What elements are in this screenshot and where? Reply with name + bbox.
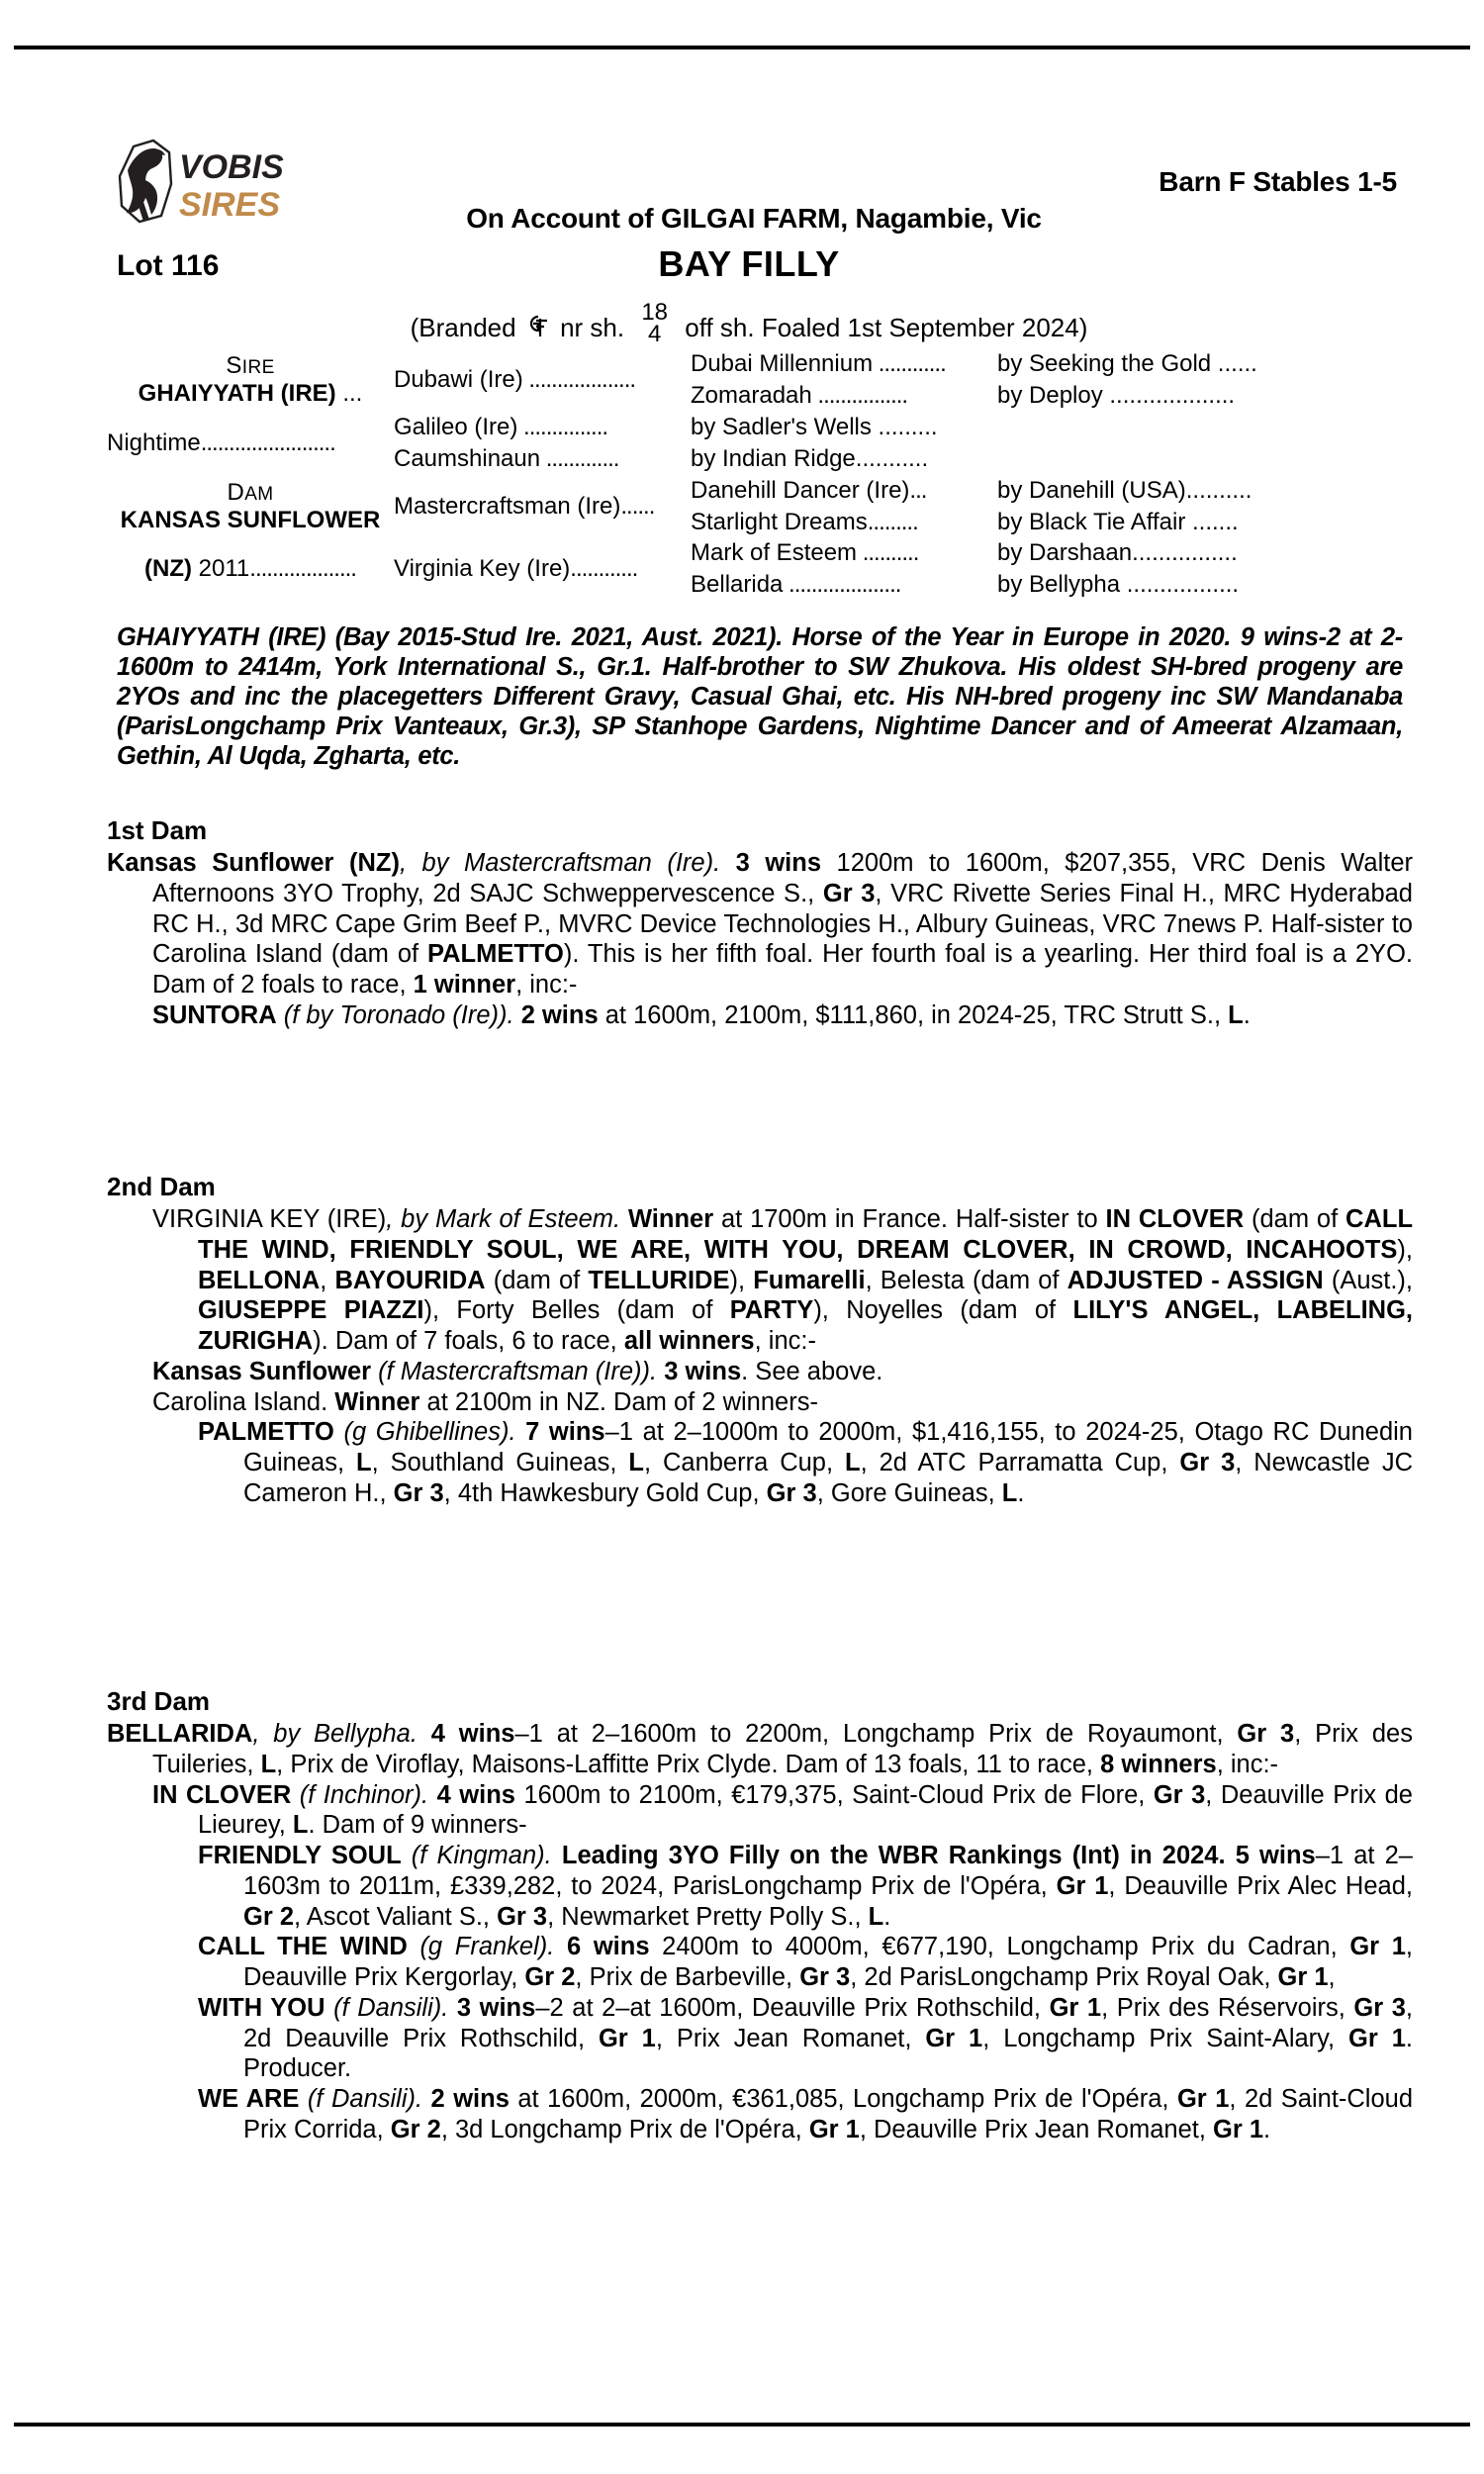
- ggs-name: by Seeking the Gold ......: [997, 350, 1257, 377]
- ggs-cell: [997, 507, 1393, 538]
- third-dam-block: [107, 1686, 1413, 2144]
- gf-brand-icon: [525, 313, 551, 342]
- child-text-d: , 2d ParisLongchamp Prix Royal Oak,: [850, 1963, 1278, 1992]
- child-gr5: Gr 1: [1348, 2024, 1406, 2052]
- progeny-parent: (f Inchinor).: [291, 1780, 437, 1809]
- progeny-winner: Winner: [334, 1387, 420, 1416]
- child-gr3: Gr 3: [799, 1963, 851, 1992]
- second-dam-adjusted: ADJUSTED - ASSIGN: [1067, 1266, 1324, 1294]
- pedigree-row: [107, 348, 1393, 380]
- second-dam-lilysangel: LILY'S ANGEL, LABELING, ZURIGHA: [198, 1296, 1413, 1356]
- child-gr4: Gr 1: [1277, 1963, 1329, 1992]
- child-name: WITH YOU: [198, 1993, 325, 2022]
- branded-prefix: (Branded: [410, 313, 516, 343]
- grandprogeny-name: PALMETTO: [198, 1418, 334, 1447]
- child-text-f: . Producer.: [243, 2024, 1413, 2083]
- progeny-text-c: . Dam of 9 winners-: [308, 1811, 527, 1840]
- gg-dots: ....................: [783, 571, 901, 599]
- third-dam-text-d: , inc:-: [1216, 1751, 1279, 1779]
- child-text-e: .: [1263, 2115, 1271, 2143]
- progeny-parent: (f Mastercraftsman (Ire)).: [371, 1357, 665, 1385]
- sire-label: SIRE: [226, 351, 275, 379]
- second-dam-progeny-item: [107, 1387, 1413, 1418]
- child-text-b: , 2d Saint-Cloud Prix Corrida,: [243, 2084, 1414, 2143]
- second-dam-sire: , by Mark of Esteem.: [386, 1205, 628, 1234]
- dam-name: KANSAS SUNFLOWER: [120, 506, 381, 533]
- gg-cell: [691, 569, 997, 601]
- second-dam-giuseppe: GIUSEPPE PIAZZI: [198, 1296, 424, 1325]
- second-dam-name: VIRGINIA KEY (IRE): [152, 1205, 387, 1234]
- gg-name: Galileo (Ire): [394, 413, 518, 440]
- second-dam-inclover: IN CLOVER: [1105, 1205, 1245, 1234]
- ggs-name: by Black Tie Affair .......: [997, 508, 1239, 535]
- first-dam-palmetto: PALMETTO: [426, 940, 564, 969]
- child-text-e: ,: [1328, 1963, 1336, 1992]
- sire-name-dots: ...: [335, 379, 363, 407]
- pedigree-row: [107, 475, 1393, 507]
- top-rule: [14, 46, 1470, 49]
- dam-sire-cell: [394, 475, 691, 538]
- sire-name: GHAIYYATH (IRE): [138, 379, 336, 407]
- third-dam-text-b: , Prix des Tuileries,: [152, 1720, 1413, 1779]
- barn-location: Barn F Stables 1-5: [1159, 166, 1397, 197]
- third-dam-text-a: –1 at 2–1600m to 2200m, Longchamp Prix de Royaumont,: [514, 1720, 1238, 1749]
- sire-name-wrap: [107, 380, 394, 408]
- second-dam-text-j: ), Noyelles (dam of: [813, 1296, 1073, 1325]
- second-dam-progeny-item: [107, 1357, 1413, 1387]
- gg-name: Bellarida: [691, 571, 784, 599]
- first-dam-name: Kansas Sunflower (NZ): [107, 849, 400, 878]
- child-text-b: , Prix des Réservoirs,: [1101, 1993, 1354, 2022]
- dam-dam-dots: ............: [570, 555, 638, 583]
- third-dam-name: BELLARIDA: [107, 1720, 253, 1749]
- child-gr1: Gr 1: [1049, 1993, 1102, 2022]
- progeny-text-b: , Deauville Prix de Lieurey,: [198, 1780, 1413, 1840]
- ggs-cell: [691, 412, 997, 443]
- child-lead: Leading 3YO Filly on the WBR Rankings (Int) in 2024. 5 wins: [561, 1842, 1316, 1870]
- sire-sire-dots: ...................: [522, 365, 636, 393]
- child-parent: (f Kingman).: [401, 1842, 562, 1870]
- third-dam-child-item: [107, 2084, 1413, 2144]
- second-dam-grandprogeny-item: [107, 1417, 1413, 1508]
- ggs-name: by Danehill (USA)..........: [997, 476, 1252, 504]
- pedigree-row: [107, 412, 1393, 443]
- gg-dots: ..........: [857, 539, 919, 567]
- gg-dots: ................: [811, 381, 908, 409]
- second-dam-text-f: ),: [729, 1266, 754, 1294]
- child-gr3: Gr 1: [808, 2115, 860, 2143]
- child-gr3: Gr 1: [598, 2024, 656, 2052]
- child-gr4: Gr 1: [925, 2024, 983, 2052]
- child-text-a: –2 at 2–at 1600m, Deauville Prix Rothschild,: [535, 1993, 1050, 2022]
- third-dam-child-item: [107, 1932, 1413, 1992]
- second-dam-text-b: (dam of: [1244, 1205, 1346, 1234]
- grandprogeny-text-c: , Canberra Cup,: [643, 1449, 845, 1477]
- logo-text-vobis: VOBIS: [179, 148, 284, 186]
- ggs-name: by Deploy ...................: [997, 381, 1236, 409]
- grandprogeny-text-d: , 2d ATC Parramatta Cup,: [860, 1449, 1180, 1477]
- gg-cell: [394, 412, 691, 443]
- child-gr1: Gr 1: [1176, 2084, 1230, 2113]
- third-dam-main: [107, 1719, 1413, 1779]
- gg-name: Mark of Esteem: [691, 539, 858, 567]
- second-dam-allwinners: all winners: [623, 1327, 755, 1356]
- child-text-a: 2400m to 4000m, €677,190, Longchamp Prix du Cadran,: [649, 1933, 1350, 1961]
- progeny-text-a: at 1600m, 2100m, $111,860, in 2024-25, TRC Strutt S.,: [598, 1000, 1229, 1029]
- dam-cell: [107, 475, 394, 538]
- gg-cell: [691, 537, 997, 569]
- child-text-c: , Ascot Valiant S.,: [294, 1902, 498, 1931]
- third-dam-wins: 4 wins: [430, 1720, 515, 1749]
- ggs-cell: [997, 569, 1393, 601]
- child-gr2: Gr 3: [1353, 1993, 1406, 2022]
- grandprogeny-text-h: .: [1017, 1478, 1025, 1507]
- child-text-d: , Prix Jean Romanet,: [655, 2024, 926, 2052]
- ggs-cell: [997, 348, 1393, 380]
- child-gr2: Gr 2: [390, 2115, 441, 2143]
- first-dam-main: [107, 848, 1413, 1000]
- second-dam-text-g: , Belesta (dam of: [865, 1266, 1067, 1294]
- dam-label: DAM: [227, 478, 274, 506]
- brand-denominator: 4: [648, 321, 662, 348]
- child-text-e: .: [883, 1902, 891, 1931]
- second-dam-heading: 2nd Dam: [107, 1172, 216, 1201]
- logo-text-sires: SIRES: [179, 186, 281, 224]
- grandprogeny-l4: L: [1001, 1478, 1018, 1507]
- child-parent: (f Dansili).: [325, 1993, 457, 2022]
- brand-number-fraction: [641, 299, 669, 348]
- child-gr3: Gr 3: [497, 1902, 548, 1931]
- second-dam-text-c: ),: [1397, 1236, 1413, 1265]
- progeny-l1: L: [292, 1811, 309, 1840]
- child-text-b: , Deauville Prix Kergorlay,: [243, 1933, 1413, 1992]
- ggs-cell: [997, 475, 1393, 507]
- sire-dam-dots: ........................: [200, 428, 335, 456]
- third-dam-heading: 3rd Dam: [107, 1686, 211, 1716]
- gg-cell: [691, 380, 997, 412]
- third-dam-child-item: [107, 1993, 1413, 2084]
- progeny-text-b: .: [1243, 1000, 1251, 1029]
- progeny-wins: 4 wins: [436, 1780, 515, 1809]
- sire-cell: [107, 348, 394, 412]
- child-text-a: –1 at 2–1603m to 2011m, £339,282, to 2024, ParisLongchamp Prix de l'Opéra,: [243, 1842, 1413, 1900]
- vendor-account: On Account of GILGAI FARM, Nagambie, Vic: [466, 203, 1042, 234]
- child-wins: 3 wins: [456, 1993, 536, 2022]
- child-l1: L: [868, 1902, 884, 1931]
- progeny-text-a: 1600m to 2100m, €179,375, Saint-Cloud Prix de Flore,: [514, 1780, 1154, 1809]
- child-name: FRIENDLY SOUL: [198, 1842, 402, 1870]
- pedigree-row: [107, 537, 1393, 569]
- third-dam-progeny-item: [107, 1780, 1413, 1841]
- first-dam-block: [107, 815, 1413, 1031]
- dam-year: 2011: [192, 555, 250, 583]
- second-dam-main: [107, 1204, 1413, 1357]
- child-wins: 6 wins: [567, 1933, 650, 1961]
- gg-cell: [691, 475, 997, 507]
- sire-summary: GHAIYYATH (IRE) (Bay 2015-Stud Ire. 2021, Aust. 2021). Horse of the Year in Europe in 2020. 9 wins-2 at 2-1600m to 2414m, York International S., Gr.1. Half-brother to SW Zhukova. His oldest SH-bred progeny are 2YOs and inc the placegetters Different Gravy, Casual Ghai, etc. His NH-bred progeny inc SW Mandanaba (ParisLongchamp Prix Vanteaux, Gr.3), SP Stanhope Gardens, Nightime Dancer and of Ameerat Alzamaan, Gethin, Al Uqda, Zgharta, etc.: [117, 623, 1403, 770]
- pedigree-table: [107, 348, 1393, 601]
- dam-dam-name: Virginia Key (Ire): [394, 555, 571, 583]
- grandprogeny-text-g: , Gore Guineas,: [816, 1478, 1002, 1507]
- sire-sire-cell: [394, 348, 691, 412]
- sire-dam-cell: [107, 412, 394, 475]
- second-dam-names-group1: CALL THE WIND, FRIENDLY SOUL, WE ARE, WITH YOU, DREAM CLOVER, IN CROWD, INCAHOOTS: [198, 1205, 1414, 1265]
- child-text-d: , Deauville Prix Jean Romanet,: [859, 2115, 1214, 2143]
- second-dam-fumarelli: Fumarelli: [753, 1266, 866, 1294]
- grandprogeny-gr1: Gr 3: [1179, 1449, 1236, 1477]
- grandprogeny-l1: L: [356, 1449, 372, 1477]
- progeny-name: SUNTORA: [152, 1000, 277, 1029]
- gg-cell: [394, 443, 691, 475]
- grandprogeny-text-e: , Newcastle JC Cameron H.,: [243, 1449, 1413, 1507]
- first-dam-gr: Gr 3: [822, 880, 876, 908]
- ggs-cell: [691, 443, 997, 475]
- child-text-c: , Prix de Barbeville,: [575, 1963, 800, 1992]
- grandprogeny-wins: 7 wins: [525, 1418, 605, 1447]
- dam-year-cell: [107, 537, 394, 601]
- ggs-name: by Darshaan................: [997, 539, 1238, 567]
- second-dam-party: PARTY: [729, 1296, 814, 1325]
- grandprogeny-gr3: Gr 3: [766, 1478, 817, 1507]
- second-dam-text-d: ,: [320, 1266, 335, 1294]
- grandprogeny-l2: L: [628, 1449, 644, 1477]
- child-text-d: , Newmarket Pretty Polly S.,: [547, 1902, 869, 1931]
- dam-sire-dots: ......: [620, 492, 655, 520]
- gg-dots: ............: [873, 350, 946, 377]
- child-gr4: Gr 1: [1213, 2115, 1264, 2143]
- grandprogeny-gr2: Gr 3: [393, 1478, 444, 1507]
- grandprogeny-l3: L: [845, 1449, 861, 1477]
- second-dam-bellona: BELLONA: [198, 1266, 321, 1294]
- first-dam-wins: 3 wins: [735, 849, 822, 878]
- dam-name2-wrap: [107, 555, 394, 583]
- gg-name: Zomaradah: [691, 381, 812, 409]
- progeny-parent: (f by Toronado (Ire)).: [276, 1000, 521, 1029]
- second-dam-text-k: ). Dam of 7 foals, 6 to race,: [313, 1327, 624, 1356]
- gg-dots: ...............: [517, 413, 608, 440]
- first-dam-progeny-item: [107, 1000, 1413, 1031]
- third-dam-l: L: [260, 1751, 277, 1779]
- child-text-e: , Longchamp Prix Saint-Alary,: [982, 2024, 1349, 2052]
- child-gr1: Gr 1: [1349, 1933, 1406, 1961]
- grandprogeny-text-a: –1 at 2–1000m to 2000m, $1,416,155, to 2024-25, Otago RC Dunedin Guineas,: [243, 1418, 1413, 1477]
- first-dam-heading: 1st Dam: [107, 815, 208, 845]
- third-dam-child-item: [107, 1841, 1413, 1932]
- second-dam-text-e: (dam of: [485, 1266, 589, 1294]
- child-text-b: , Deauville Prix Alec Head,: [1108, 1871, 1413, 1900]
- ggs-name: by Indian Ridge...........: [691, 444, 929, 472]
- third-dam-text-c: , Prix de Viroflay, Maisons-Laffitte Prix Clyde. Dam of 13 foals, 11 to race,: [276, 1751, 1101, 1779]
- progeny-wins: 2 wins: [520, 1000, 599, 1029]
- grandprogeny-text-f: , 4th Hawkesbury Gold Cup,: [443, 1478, 767, 1507]
- child-gr2: Gr 2: [243, 1902, 295, 1931]
- gg-name: Dubai Millennium: [691, 350, 874, 377]
- second-dam-text-h: (Aust.),: [1323, 1266, 1414, 1294]
- ggs-cell: [997, 537, 1393, 569]
- child-name: CALL THE WIND: [198, 1933, 408, 1961]
- child-parent: (g Frankel).: [407, 1933, 568, 1961]
- ggs-name: by Bellypha .................: [997, 571, 1240, 599]
- second-dam-block: [107, 1172, 1413, 1509]
- page-title: BAY FILLY: [658, 243, 840, 284]
- second-dam-bayourida: BAYOURIDA: [334, 1266, 486, 1294]
- ggs-name: by Sadler's Wells .........: [691, 413, 938, 440]
- grandprogeny-parent: (g Ghibellines).: [333, 1418, 526, 1447]
- child-wins: 2 wins: [430, 2084, 510, 2113]
- gg-name: Danehill Dancer (Ire): [691, 476, 910, 504]
- dam-dam-cell: [394, 537, 691, 601]
- second-dam-telluride: TELLURIDE: [588, 1266, 730, 1294]
- ggs-cell: [997, 380, 1393, 412]
- second-dam-text-a: at 1700m in France. Half-sister to: [713, 1205, 1106, 1234]
- first-dam-text-d: , inc:-: [515, 971, 578, 999]
- dam-country: (NZ): [144, 555, 192, 583]
- first-dam-winner: 1 winner: [413, 971, 516, 999]
- dam-name-wrap: [107, 507, 394, 534]
- child-gr1: Gr 1: [1056, 1871, 1109, 1900]
- child-text-a: at 1600m, 2000m, €361,085, Longchamp Prix de l'Opéra,: [509, 2084, 1177, 2113]
- gg-name: Caumshinaun: [394, 444, 541, 472]
- progeny-name: Kansas Sunflower: [152, 1357, 372, 1385]
- first-dam-text-a: 1200m to 1600m, $207,355, VRC Denis Walter Afternoons 3YO Trophy, 2d SAJC Schweppervescence S.,: [152, 849, 1414, 908]
- branded-mid: nr sh.: [560, 313, 625, 343]
- third-dam-gr: Gr 3: [1237, 1720, 1295, 1749]
- page-header: [0, 59, 1484, 348]
- first-dam-text-c: ). This is her fifth foal. Her fourth foal is a yearling. Her third foal is a 2YO. Dam of 2 foals to race,: [152, 940, 1413, 999]
- gg-dots: ...: [909, 476, 927, 504]
- child-name: WE ARE: [198, 2084, 300, 2113]
- first-dam-sire: , by Mastercraftsman (Ire).: [399, 849, 736, 878]
- bottom-rule: [14, 2423, 1470, 2426]
- branding-line: [0, 299, 1484, 348]
- lot-number: Lot 116: [117, 249, 220, 282]
- progeny-gr1: Gr 3: [1153, 1780, 1206, 1809]
- dam-sire-name: Mastercraftsman (Ire): [394, 492, 621, 520]
- grandprogeny-text-b: , Southland Guineas,: [371, 1449, 629, 1477]
- second-dam-winner: Winner: [627, 1205, 714, 1234]
- child-text-c: , 2d Deauville Prix Rothschild,: [243, 1993, 1414, 2052]
- sire-sire-name: Dubawi (Ire): [394, 365, 523, 393]
- sire-dam-name: Nightime: [107, 428, 201, 456]
- gg-cell: [691, 348, 997, 380]
- child-parent: (f Dansili).: [299, 2084, 431, 2113]
- first-dam-text-b: , VRC Rivette Series Final H., MRC Hyderabad RC H., 3d MRC Cape Grim Beef P., MVRC Device Technologies H., Albury Guineas, VRC 7news P. Half-sister to Carolina Island (dam of: [152, 880, 1413, 969]
- gg-cell: [691, 507, 997, 538]
- brand-numerator: 18: [641, 299, 669, 326]
- progeny-name: IN CLOVER: [152, 1780, 292, 1809]
- branded-suffix: off sh. Foaled 1st September 2024): [685, 313, 1088, 343]
- progeny-text-a: . See above.: [741, 1357, 883, 1385]
- child-gr2: Gr 2: [524, 1963, 576, 1992]
- progeny-text-a: at 2100m in NZ. Dam of 2 winners-: [419, 1387, 818, 1416]
- gg-dots: .............: [540, 444, 619, 472]
- third-dam-winners: 8 winners: [1100, 1751, 1217, 1779]
- progeny-wins: 3 wins: [664, 1357, 742, 1385]
- third-dam-sire: , by Bellypha.: [252, 1720, 431, 1749]
- progeny-name-plain: Carolina Island.: [152, 1387, 335, 1416]
- child-text-c: , 3d Longchamp Prix de l'Opéra,: [440, 2115, 809, 2143]
- dam-dots: ...................: [249, 555, 356, 583]
- second-dam-text-l: , inc:-: [754, 1327, 816, 1356]
- second-dam-text-i: ), Forty Belles (dam of: [423, 1296, 730, 1325]
- gg-dots: .........: [867, 508, 918, 535]
- progeny-black-type: L: [1228, 1000, 1244, 1029]
- gg-name: Starlight Dreams: [691, 508, 868, 535]
